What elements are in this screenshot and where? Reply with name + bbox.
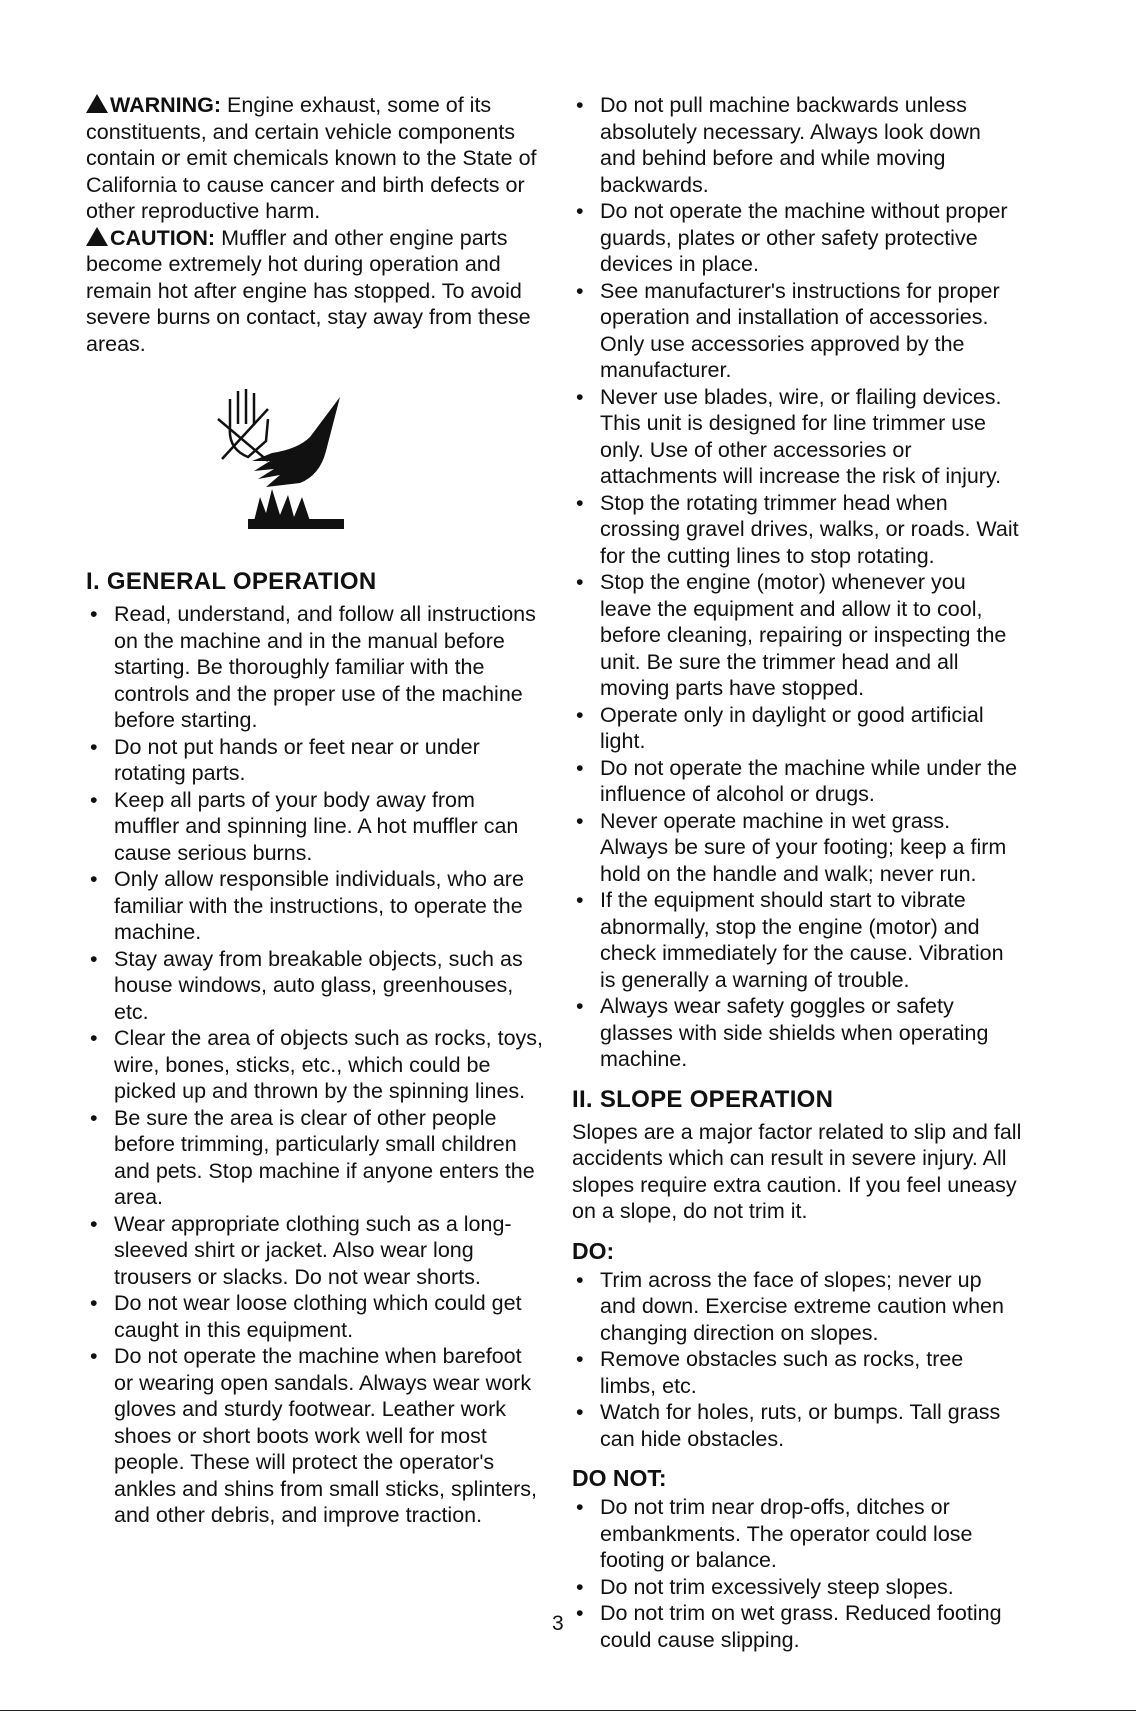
slope-intro: Slopes are a major factor related to slip and fall accidents which can result in severe injury. All slopes require extra caution. If you feel uneasy on a slope, do not trim it. bbox=[572, 1119, 1022, 1223]
list-item: • Do not pull machine backwards unless absolutely necessary. Always look down and behind before and while moving backwards. bbox=[572, 92, 1022, 198]
list-item: • Do not operate the machine without proper guards, plates or other safety protective devices in place. bbox=[572, 198, 1022, 278]
list-item: • Operate only in daylight or good artificial light. bbox=[572, 702, 1022, 755]
list-item: • Do not operate the machine when barefoot or wearing open sandals. Always wear work gloves and sturdy footwear. Leather work shoes or short boots work well for most people. These will protect the operator's ankles and shins from small sticks, splinters, and other debris, and improve traction. bbox=[86, 1343, 544, 1529]
bottom-rule bbox=[0, 1710, 1136, 1711]
left-column bbox=[86, 92, 544, 1529]
section-title-general: I. GENERAL OPERATION bbox=[86, 568, 377, 595]
do-not-list bbox=[572, 1494, 1022, 1653]
hot-surface-hand-icon bbox=[208, 379, 368, 539]
list-item: • Trim across the face of slopes; never up and down. Exercise extreme caution when changing direction on slopes. bbox=[572, 1267, 1022, 1347]
do-heading: DO: bbox=[572, 1237, 615, 1264]
list-item: • Clear the area of objects such as rocks, toys, wire, bones, sticks, etc., which could be picked up and thrown by the spinning lines. bbox=[86, 1025, 544, 1105]
list-item: • See manufacturer's instructions for proper operation and installation of accessories. Only use accessories approved by the manufacturer. bbox=[572, 278, 1022, 384]
list-item: • Never operate machine in wet grass. Always be sure of your footing; keep a firm hold on the handle and walk; never run. bbox=[572, 808, 1022, 888]
caution-paragraph bbox=[86, 225, 544, 358]
caution-label: CAUTION: bbox=[110, 225, 216, 250]
list-item: • Never use blades, wire, or flailing devices. This unit is designed for line trimmer use only. Use of other accessories or attachments will increase the risk of injury. bbox=[572, 384, 1022, 490]
list-item: • Do not trim on wet grass. Reduced footing could cause slipping. bbox=[572, 1600, 1022, 1653]
list-item: • Do not trim excessively steep slopes. bbox=[572, 1574, 1022, 1601]
list-item: • Do not wear loose clothing which could get caught in this equipment. bbox=[86, 1290, 544, 1343]
list-item: • Keep all parts of your body away from muffler and spinning line. A hot muffler can cause serious burns. bbox=[86, 787, 544, 867]
caution-text: Muffler and other engine parts become extremely hot during operation and remain hot after engine has stopped. To avoid severe burns on contact, stay away from these areas. bbox=[86, 225, 531, 356]
list-item: • Do not operate the machine while under the influence of alcohol or drugs. bbox=[572, 755, 1022, 808]
general-list-left bbox=[86, 601, 544, 1529]
general-list-right bbox=[572, 92, 1022, 1073]
list-item: • Stay away from breakable objects, such as house windows, auto glass, greenhouses, etc. bbox=[86, 946, 544, 1026]
list-item: • If the equipment should start to vibrate abnormally, stop the engine (motor) and check immediately for the cause. Vibration is generally a warning of trouble. bbox=[572, 887, 1022, 993]
list-item: • Be sure the area is clear of other people before trimming, particularly small children and pets. Stop machine if anyone enters the area. bbox=[86, 1105, 544, 1211]
list-item: • Read, understand, and follow all instructions on the machine and in the manual before starting. Be thoroughly familiar with the controls and the proper use of the machine before starting. bbox=[86, 601, 544, 734]
do-list bbox=[572, 1267, 1022, 1453]
warning-text: Engine exhaust, some of its constituents, and certain vehicle components contain or emit chemicals known to the State of California to cause cancer and birth defects or other reproductive harm. bbox=[86, 93, 537, 223]
list-item: • Do not put hands or feet near or under rotating parts. bbox=[86, 734, 544, 787]
list-item: • Wear appropriate clothing such as a long-sleeved shirt or jacket. Also wear long trousers or slacks. Do not wear shorts. bbox=[86, 1211, 544, 1291]
list-item: • Stop the rotating trimmer head when crossing gravel drives, walks, or roads. Wait for the cutting lines to stop rotating. bbox=[572, 490, 1022, 570]
section-title-slope: II. SLOPE OPERATION bbox=[572, 1085, 834, 1113]
list-item: • Remove obstacles such as rocks, tree limbs, etc. bbox=[572, 1346, 1022, 1399]
right-column bbox=[572, 92, 1022, 1653]
caution-triangle-icon bbox=[86, 227, 108, 246]
list-item: • Only allow responsible individuals, who are familiar with the instructions, to operate the machine. bbox=[86, 866, 544, 946]
page-number: 3 bbox=[552, 1612, 564, 1635]
list-item: • Watch for holes, ruts, or bumps. Tall grass can hide obstacles. bbox=[572, 1399, 1022, 1452]
do-not-heading: DO NOT: bbox=[572, 1465, 667, 1491]
warning-triangle-icon bbox=[86, 94, 108, 113]
list-item: • Stop the engine (motor) whenever you leave the equipment and allow it to cool, before cleaning, repairing or inspecting the unit. Be sure the trimmer head and all moving parts have stopped. bbox=[572, 569, 1022, 702]
warning-label: WARNING: bbox=[110, 93, 222, 117]
list-item: • Always wear safety goggles or safety glasses with side shields when operating machine. bbox=[572, 993, 1022, 1073]
list-item: • Do not trim near drop-offs, ditches or embankments. The operator could lose footing or balance. bbox=[572, 1494, 1022, 1574]
warning-paragraph bbox=[86, 92, 544, 225]
